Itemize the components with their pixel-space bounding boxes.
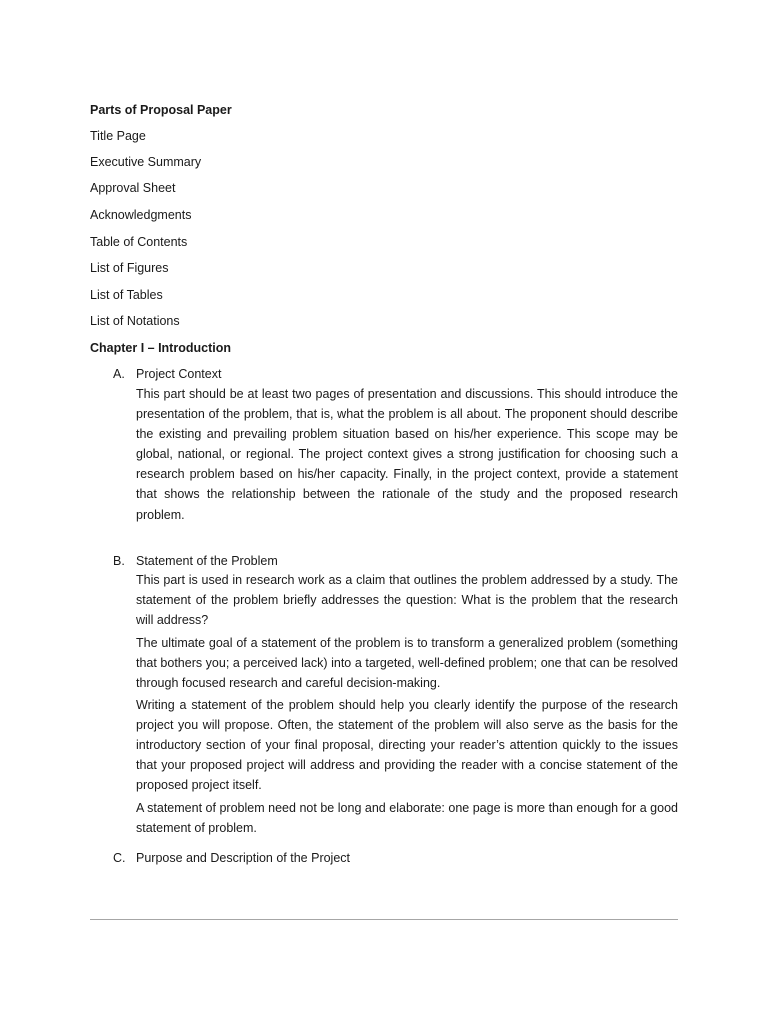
part-table-of-contents: Table of Contents — [90, 235, 188, 249]
section-title: Statement of the Problem — [136, 554, 278, 568]
part-title-page: Title Page — [90, 129, 146, 143]
section-paragraph: The ultimate goal of a statement of the problem is to transform a generalized problem (something that bothers you; a perceived lack) into a targeted, well-defined problem; one that can be resolved through focused research and careful decision-making. — [136, 636, 678, 691]
chapter-heading: Chapter I – Introduction — [90, 341, 231, 355]
part-approval-sheet: Approval Sheet — [90, 181, 176, 195]
part-list-of-figures: List of Figures — [90, 261, 169, 275]
part-acknowledgments: Acknowledgments — [90, 208, 192, 222]
part-list-of-tables: List of Tables — [90, 288, 163, 302]
section-paragraph: This part should be at least two pages of presentation and discussions. This should introduce the presentation of the problem, that is, what the problem is all about. The proponent should describe the existing and prevailing problem situation based on his/her experience. This scope may be global, national, or regional. The project context gives a strong justification for choosing such a research problem based on his/her capacity. Finally, in the project context, provide a statement that shows the relationship between the rationale of the study and the proposed research problem. — [136, 387, 678, 522]
section-paragraph: Writing a statement of the problem should help you clearly identify the purpose of the research project you will propose. Often, the statement of the problem will also serve as the basis for the introductory section of your final proposal, directing your reader’s attention quickly to the issues that your proposed project will address and providing the reader with a concise statement of the proposed project itself. — [136, 698, 678, 793]
section-title: Project Context — [136, 367, 222, 381]
section-paragraph: This part is used in research work as a claim that outlines the problem addressed by a study. The statement of the problem briefly addresses the question: What is the problem that the research will address? — [136, 573, 678, 628]
section-marker: C. — [113, 851, 126, 865]
part-list-of-notations: List of Notations — [90, 314, 180, 328]
part-executive-summary: Executive Summary — [90, 155, 202, 169]
section-marker: A. — [113, 367, 125, 381]
section-marker: B. — [113, 554, 125, 568]
section-title: Purpose and Description of the Project — [136, 851, 351, 865]
footer-divider — [90, 919, 678, 920]
section-paragraph: A statement of problem need not be long and elaborate: one page is more than enough for a good statement of problem. — [136, 801, 678, 836]
document-heading: Parts of Proposal Paper — [90, 103, 232, 117]
